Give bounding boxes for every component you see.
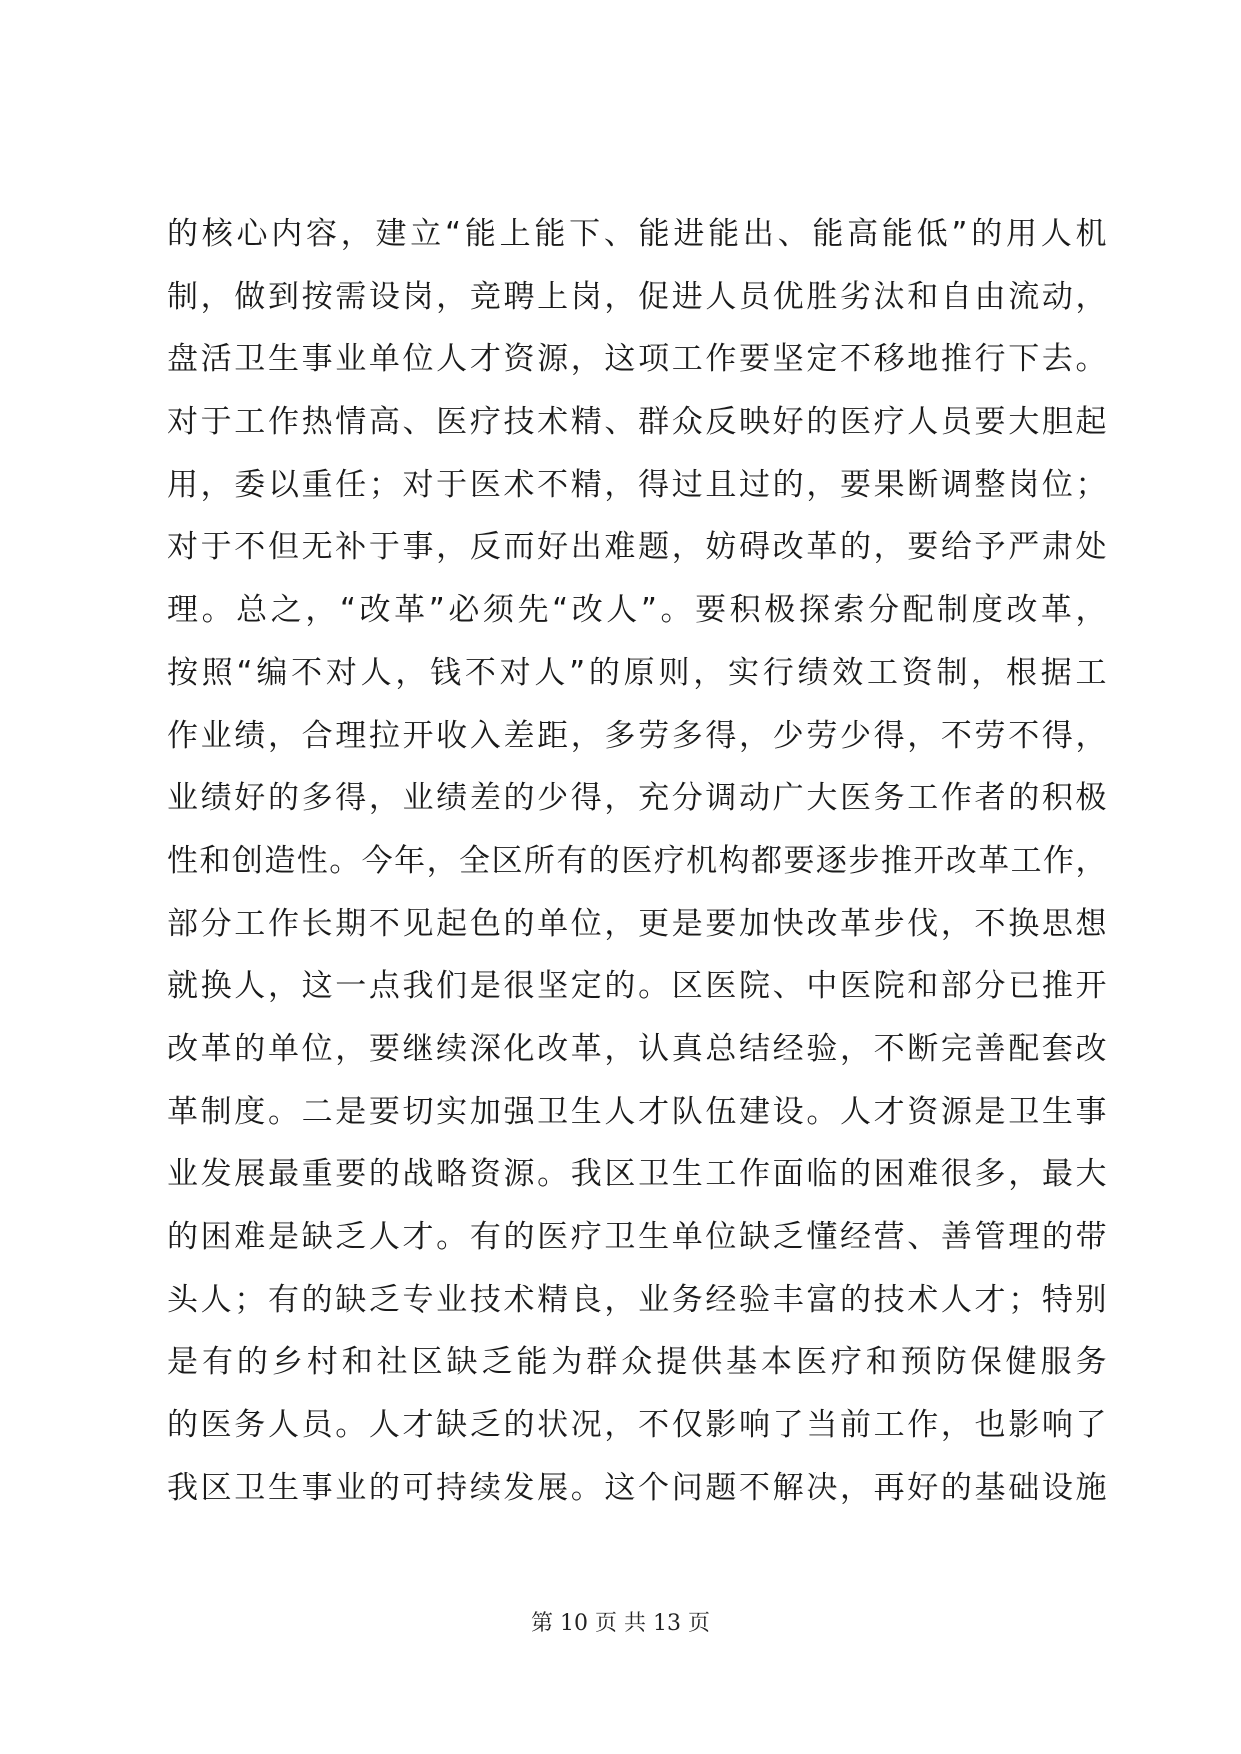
text-line: 革制度。二是要切实加强卫生人才队伍建设。人才资源是卫生事 (167, 1093, 1107, 1130)
text-line: 作业绩，合理拉开收入差距，多劳多得，少劳少得，不劳不得， (167, 717, 1107, 754)
text-line: 头人；有的缺乏专业技术精良，业务经验丰富的技术人才；特别 (167, 1281, 1107, 1318)
text-line: 就换人，这一点我们是很坚定的。区医院、中医院和部分已推开 (167, 968, 1107, 1005)
page-number-footer: 第 10 页 共 13 页 (531, 1611, 710, 1636)
text-line: 用，委以重任；对于医术不精，得过且过的，要果断调整岗位； (167, 466, 1107, 503)
text-line: 的困难是缺乏人才。有的医疗卫生单位缺乏懂经营、善管理的带 (167, 1219, 1107, 1255)
body-text (167, 203, 1107, 1519)
text-line: 改革的单位，要继续深化改革，认真总结经验，不断完善配套改 (167, 1030, 1107, 1067)
text-line: 按照“编不对人，钱不对人”的原则，实行绩效工资制，根据工 (167, 654, 1107, 691)
text-line: 性和创造性。今年，全区所有的医疗机构都要逐步推开改革工作， (167, 842, 1107, 879)
text-line: 的医务人员。人才缺乏的状况，不仅影响了当前工作，也影响了 (167, 1407, 1107, 1444)
text-line: 是有的乡村和社区缺乏能为群众提供基本医疗和预防保健服务 (167, 1344, 1107, 1381)
text-line: 盘活卫生事业单位人才资源，这项工作要坚定不移地推行下去。 (167, 341, 1107, 378)
text-line: 我区卫生事业的可持续发展。这个问题不解决，再好的基础设施 (167, 1469, 1107, 1506)
text-line: 业绩好的多得，业绩差的少得，充分调动广大医务工作者的积极 (167, 780, 1107, 817)
text-line: 制，做到按需设岗，竞聘上岗，促进人员优胜劣汰和自由流动， (167, 278, 1107, 315)
text-line: 对于不但无补于事，反而好出难题，妨碍改革的，要给予严肃处 (167, 529, 1107, 566)
text-line: 对于工作热情高、医疗技术精、群众反映好的医疗人员要大胆起 (167, 404, 1107, 441)
text-line: 理。总之，“改革”必须先“改人”。要积极探索分配制度改革， (167, 592, 1107, 629)
text-line: 部分工作长期不见起色的单位，更是要加快改革步伐，不换思想 (167, 905, 1107, 942)
text-line: 的核心内容，建立“能上能下、能进能出、能高能低”的用人机 (167, 216, 1107, 252)
text-line: 业发展最重要的战略资源。我区卫生工作面临的困难很多，最大 (167, 1156, 1107, 1193)
